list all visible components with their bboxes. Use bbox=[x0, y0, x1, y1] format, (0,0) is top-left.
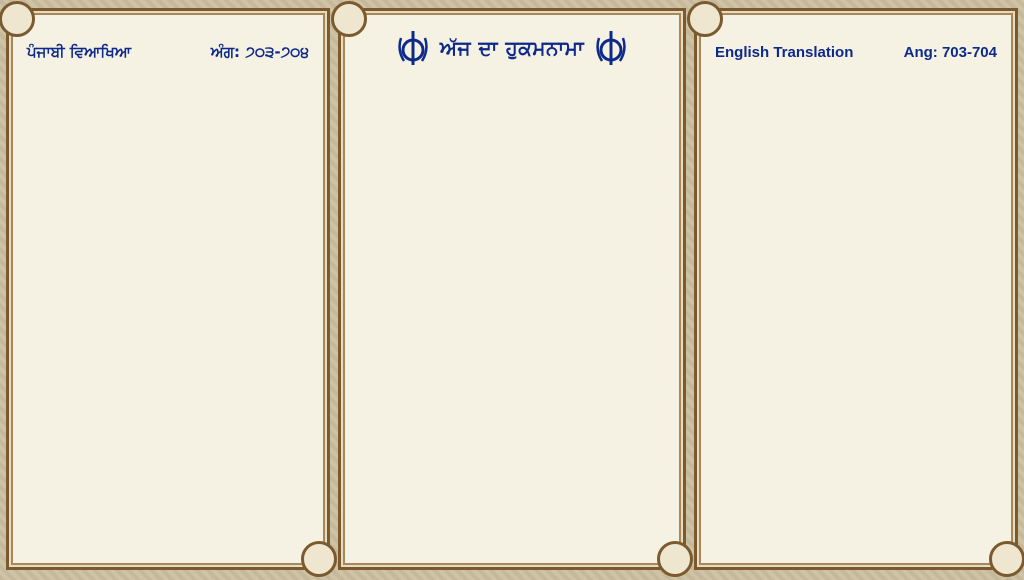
punjabi-explanation-body bbox=[25, 75, 311, 551]
left-panel-header bbox=[27, 37, 309, 67]
right-panel-header bbox=[715, 37, 997, 67]
ang-label-english: Ang: 703-704 bbox=[903, 43, 997, 61]
hukamnama-title: ਅੱਜ ਦਾ ਹੁਕਮਨਾਮਾ bbox=[439, 36, 585, 60]
english-translation-body bbox=[713, 75, 999, 551]
hukamnama-panel bbox=[338, 8, 686, 570]
punjabi-explanation-heading: ਪੰਜਾਬੀ ਵਿਆਖਿਆ bbox=[27, 43, 132, 61]
english-translation-panel bbox=[694, 8, 1018, 570]
hukamnama-header bbox=[341, 25, 683, 71]
english-translation-heading: English Translation bbox=[715, 43, 854, 61]
hukamnama-body bbox=[357, 75, 667, 551]
khanda-icon bbox=[396, 28, 430, 68]
khanda-icon bbox=[594, 28, 628, 68]
ang-label-gurmukhi: ਅੰਗ: ੭੦੩-੭੦੪ bbox=[210, 43, 309, 61]
punjabi-explanation-panel bbox=[6, 8, 330, 570]
